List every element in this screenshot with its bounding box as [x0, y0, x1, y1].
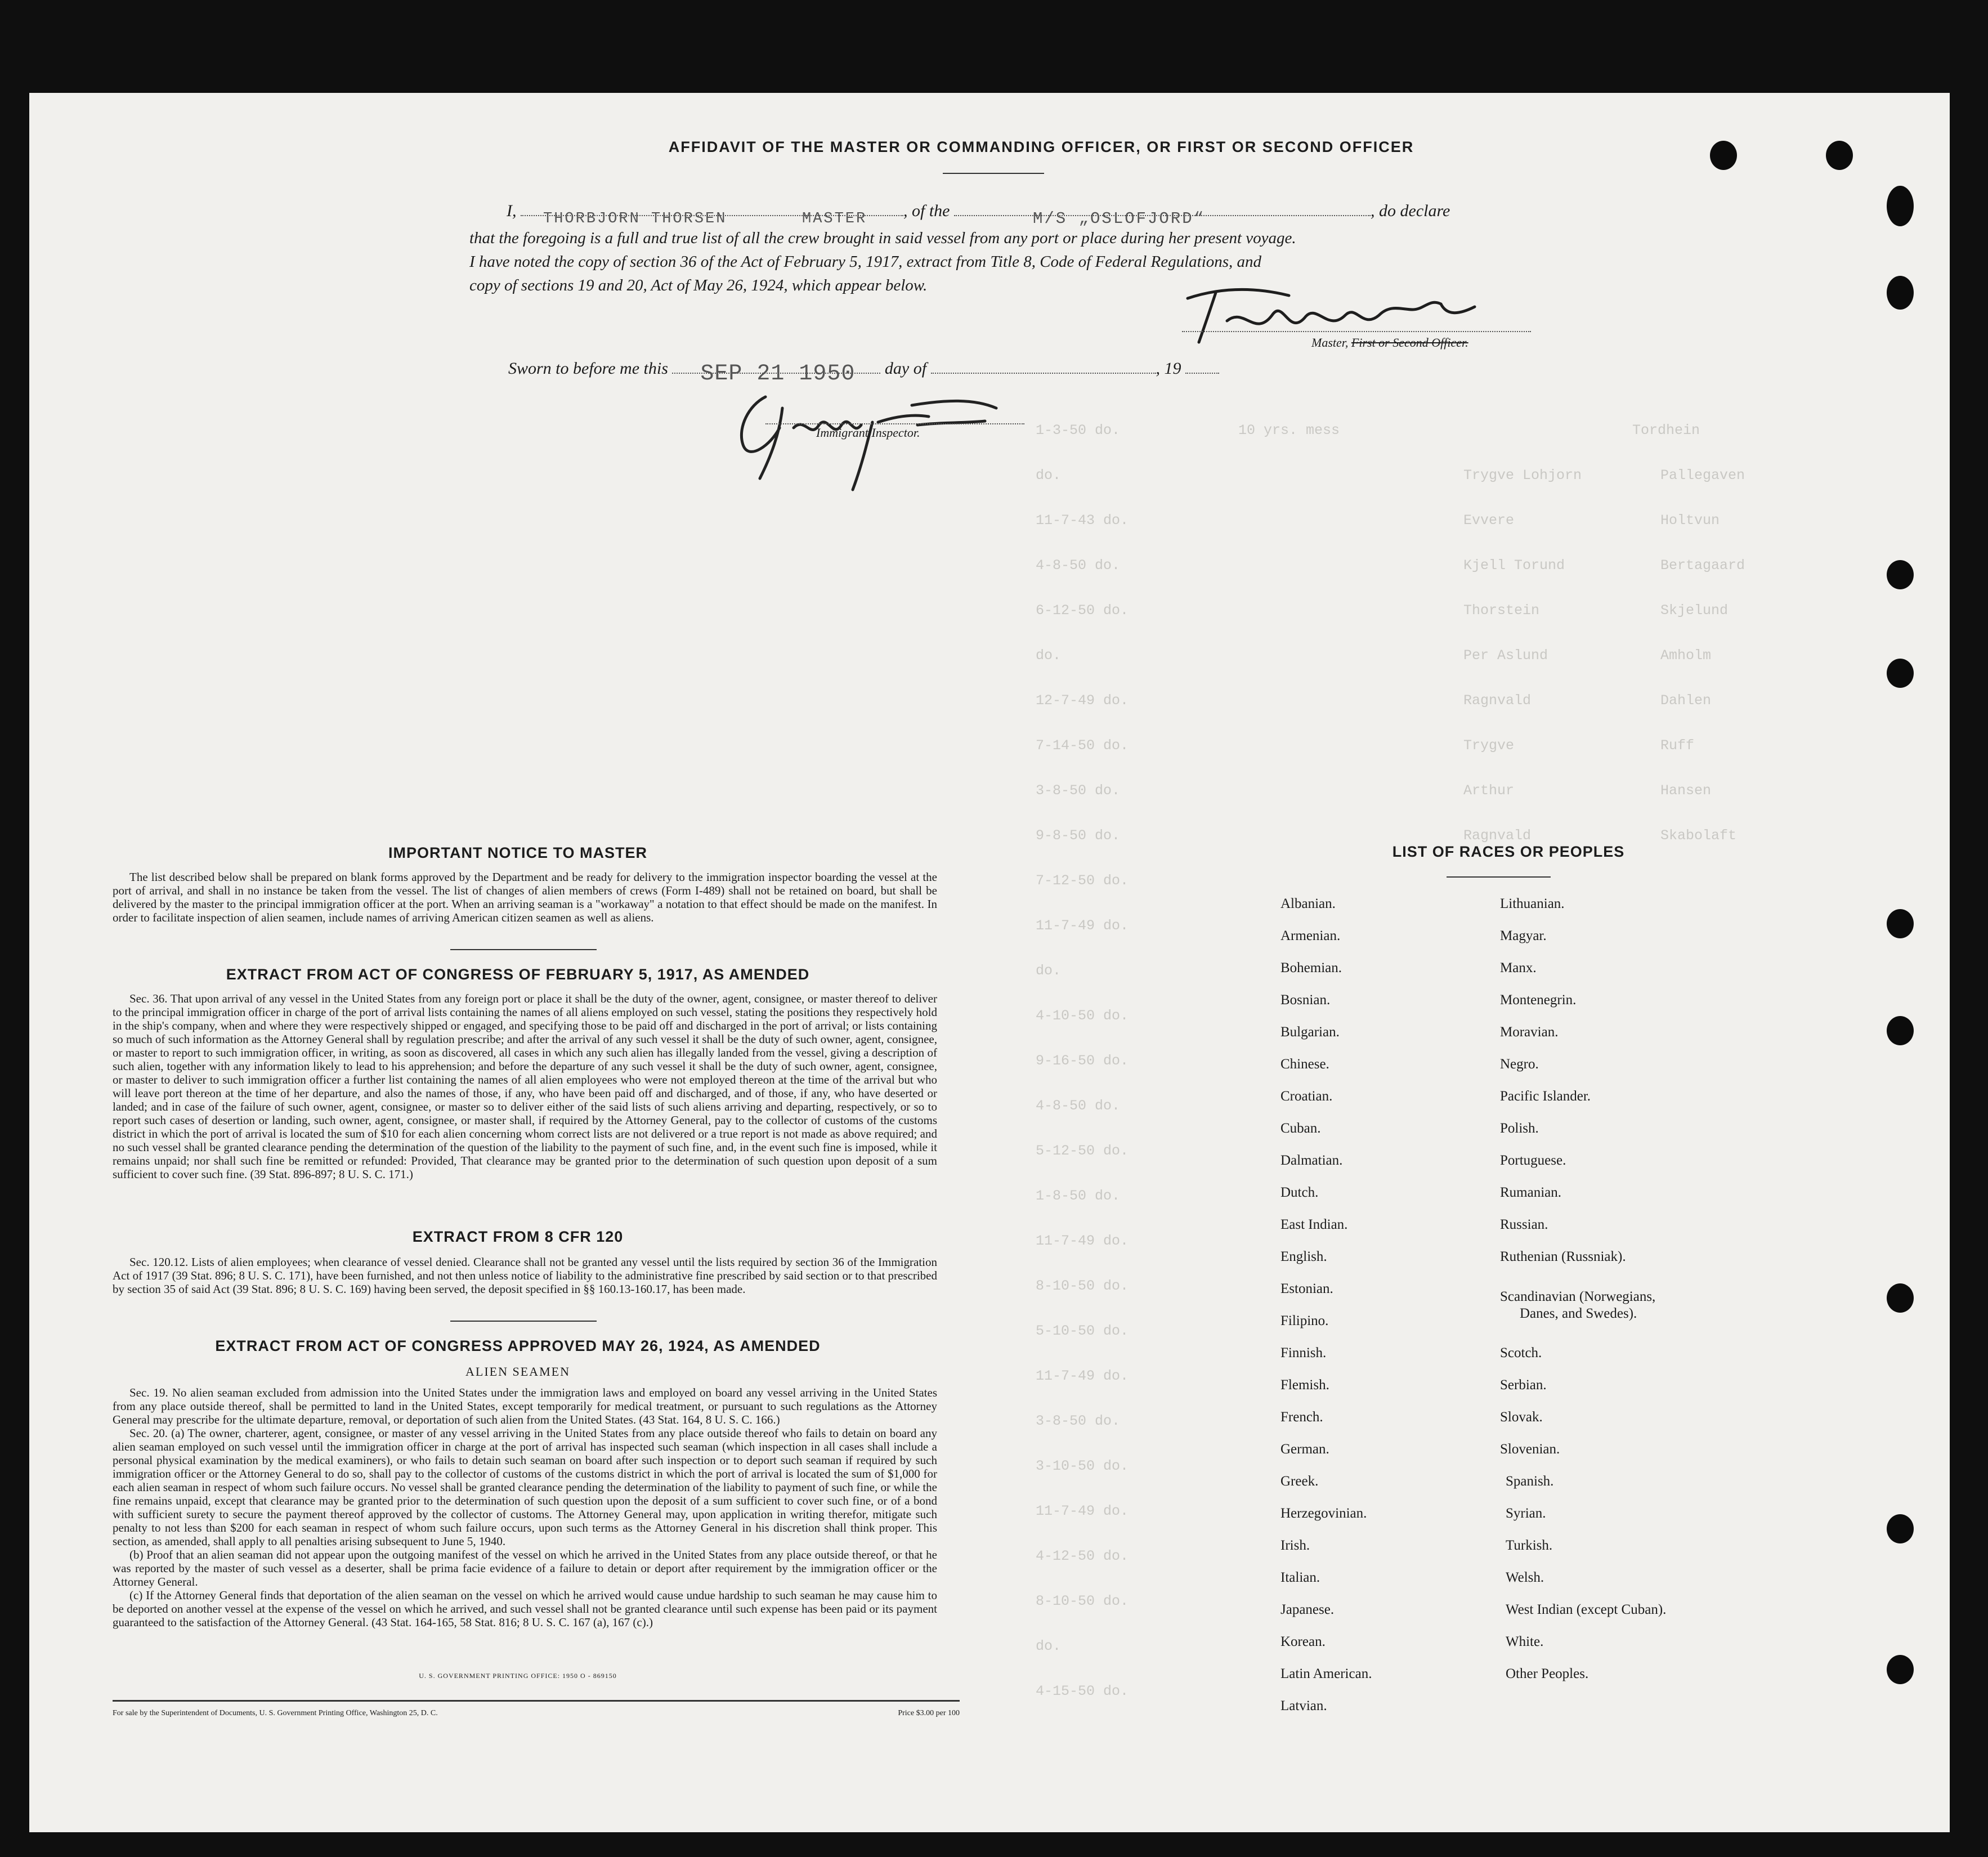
sec-19-text: Sec. 19. No alien seaman excluded from admission into the United States under the immigration laws and employed on board any vessel arriving in the United States from any place outside thereof, shall be permitted to land in the United States, except temporarily for medical treatment, or pursuant to such regulations as the Attorney General may prescribe for the ultimate departure, removal, or deportation of such alien from the United States. (43 Stat. 164, 8 U. S. C. 166.) [113, 1386, 937, 1426]
race-item: French. [1280, 1409, 1323, 1425]
extract-1917-title: EXTRACT FROM ACT OF CONGRESS OF FEBRUARY 5, 1917, AS AMENDED [226, 966, 810, 983]
race-item: Dutch. [1280, 1185, 1319, 1200]
race-item: Dalmatian. [1280, 1153, 1343, 1168]
race-item: Herzegovinian. [1280, 1506, 1367, 1521]
year-prefix: , 19 [1156, 359, 1181, 378]
race-item: West Indian (except Cuban). [1506, 1602, 1667, 1617]
punch-hole [1887, 276, 1914, 310]
races-title: LIST OF RACES OR PEOPLES [1392, 843, 1625, 860]
race-item: Chinese. [1280, 1057, 1329, 1072]
race-item: Finnish. [1280, 1345, 1327, 1361]
race-item: English. [1280, 1249, 1327, 1264]
punch-hole [1887, 659, 1914, 688]
sworn-date-field [672, 361, 880, 387]
extract-1924-title: EXTRACT FROM ACT OF CONGRESS APPROVED MAY 26, 1924, AS AMENDED [215, 1337, 821, 1354]
race-item: Bulgarian. [1280, 1024, 1340, 1040]
race-item: Syrian. [1506, 1506, 1546, 1521]
of-the-text: , of the [903, 202, 950, 220]
vessel-stamp: M/S „OSLOFJORD“ [1033, 209, 1206, 228]
race-item: Manx. [1500, 960, 1537, 976]
race-item: East Indian. [1280, 1217, 1348, 1232]
affidavit-title: AFFIDAVIT OF THE MASTER OR COMMANDING OFFICER, OR FIRST OR SECOND OFFICER [668, 138, 1414, 155]
punch-hole [1887, 186, 1914, 226]
inspector-label: Immigrant Inspector. [816, 426, 920, 440]
race-item: Lithuanian. [1500, 896, 1565, 911]
struck-officer-label: First or Second Officer. [1351, 335, 1468, 350]
do-declare-text: , do declare [1371, 202, 1450, 220]
notice-text: The list described below shall be prepared on blank forms approved by the Department and be ready for delivery to the immigration inspector boarding the vessel at the port of arrival, and shall in no instance be taken from the vessel. The list of changes of alien members of crews (Form I-489) shall not be retained on board, but shall be delivered by the master to the principal immigration officer at the port. When an arriving seaman is a "workaway" a notation to that effect should be made on the manifest. In order to facilitate inspection of alien seamen, include names of arriving American citizen seamen as well as aliens. [113, 870, 937, 924]
name-field [521, 211, 903, 227]
punch-hole [1887, 1655, 1914, 1684]
race-item: Filipino. [1280, 1313, 1329, 1328]
race-item: Negro. [1500, 1057, 1539, 1072]
race-item: Turkish. [1506, 1538, 1553, 1553]
punch-hole [1887, 1514, 1914, 1543]
i-word: I, [507, 202, 517, 220]
extract-1917-text: Sec. 36. That upon arrival of any vessel in the United States from any foreign port or place it shall be the duty of the owner, agent, consignee, or master thereof to deliver to the principal immigration officer in charge of the port of arrival lists containing the names of all aliens employed on such vessel, stating the positions they respectively hold in the ship's company, when and where they were respectively shipped or engaged, and specifying those to be paid off and discharged in the port of arrival; or lists containing so much of such information as the Attorney General shall by regulation prescribe; and after the arrival of any such vessel it shall be the duty of such owner, agent, consignee, or master to report to such immigration officer, in writing, as soon as discovered, all cases in which any such alien has illegally landed from the vessel, giving a description of such alien, together with any information likely to lead to his apprehension; and before the departure of any such vessel it shall be the duty of such owner, agent, consignee, or master to deliver to such immigration officer a further list containing the names of all alien employees who were not employed thereon at the time of the arrival but who will leave port thereon at the time of her departure, and also the names of those, if any, who have been paid off and discharged, and of those, if any, who have deserted or landed; and in case of the failure of such owner, agent, consignee, or master so to deliver either of the said lists of such aliens arriving and departing, respectively, or so to report such cases of desertion or landing, such owner, agent, consignee, or master shall, if required by the Attorney General, pay to the collector of customs of the customs district in which the port of arrival is located the sum of $10 for each alien concerning whom correct lists are not delivered or a true report is not made as above required; and no such vessel shall be granted clearance pending the determination of the question of the liability to the payment of such fine, and, in the event such fine is imposed, while it remains unpaid; nor shall such fine be remitted or refunded: Provided, That clearance may be granted prior to the determination of such question upon deposit of a sum sufficient to cover such fine. (39 Stat. 896-897; 8 U. S. C. 171.) [113, 992, 937, 1181]
race-item: Welsh. [1506, 1570, 1544, 1585]
sec-20a-text: Sec. 20. (a) The owner, charterer, agent, consignee, or master of any vessel arriving in the United States from any place outside thereof who fails to detain on board any alien seaman employed on such vessel until the immigration officer in charge at the port of arrival has inspected such seaman (which inspection in all cases shall include a personal physical examination by the medical examiners), or who fails to detain such seaman on board after such inspection or to deport such seaman if required by such immigration officer or the Attorney General to do so, shall pay to the collector of customs of the customs district in which the port of arrival is located the sum of $1,000 for each alien seaman in respect of whom such failure occurs. No vessel shall be granted clearance pending the determination of the liability to payment of such fine, or while the fine remains unpaid, except that clearance may be granted prior to the determination of such question upon the deposit of a sum sufficient to cover such fine, or of a bond with sufficient surety to secure the payment thereof approved by the collector of customs. The Attorney General may, upon application in writing therefor, mitigate such penalty to not less than $200 for each seaman in respect of whom such failure occurs, upon such terms as the Attorney General in his discretion shall think proper. This section, as amended, shall apply to all penalties arising subsequent to June 5, 1940. [113, 1426, 937, 1548]
section-divider [450, 949, 597, 950]
race-item: Spanish. [1506, 1474, 1554, 1489]
punch-hole [1887, 909, 1914, 938]
race-item: Portuguese. [1500, 1153, 1566, 1168]
race-item: Slovak. [1500, 1409, 1543, 1425]
alien-seamen-subtitle: ALIEN SEAMEN [465, 1364, 570, 1379]
race-item: Moravian. [1500, 1024, 1559, 1040]
race-item: Danes, and Swedes). [1520, 1306, 1637, 1321]
month-field [931, 373, 1156, 374]
race-item: Polish. [1500, 1121, 1539, 1136]
vessel-field [954, 209, 1371, 228]
punch-hole [1887, 1016, 1914, 1045]
printing-office-line: U. S. GOVERNMENT PRINTING OFFICE: 1950 O - 869150 [419, 1672, 617, 1680]
sworn-line [508, 359, 1296, 387]
name-stamp: THORBJORN THORSEN [543, 211, 727, 227]
race-item: Serbian. [1500, 1377, 1547, 1393]
day-of-text: day of [884, 359, 927, 378]
race-item: Bohemian. [1280, 960, 1342, 976]
race-item: Korean. [1280, 1634, 1326, 1649]
race-item: Estonian. [1280, 1281, 1333, 1296]
footer-left: For sale by the Superintendent of Documents, U. S. Government Printing Office, Washington 25, D. C. [113, 1709, 438, 1717]
inspector-line [765, 423, 1024, 424]
sec-20c-text: (c) If the Attorney General finds that deportation of the alien seaman on the vessel on which he arrived would cause undue hardship to such seaman he may cause him to be deported on another vessel at the expense of the vessel on which he arrived, and such vessel shall not be granted clearance until such expense has been paid or its payment guaranteed to the satisfaction of the Attorney General. (43 Stat. 164-165, 58 Stat. 816; 8 U. S. C. 167 (a), 167 (c).) [113, 1588, 937, 1629]
race-item: Latvian. [1280, 1698, 1327, 1713]
race-item: Scotch. [1500, 1345, 1542, 1361]
race-item: Magyar. [1500, 928, 1547, 943]
notice-title: IMPORTANT NOTICE TO MASTER [388, 844, 647, 861]
race-item: Irish. [1280, 1538, 1310, 1553]
cfr-title: EXTRACT FROM 8 CFR 120 [412, 1228, 624, 1245]
race-item: Russian. [1500, 1217, 1548, 1232]
title-divider [943, 173, 1044, 174]
punch-hole [1710, 141, 1737, 170]
sec-20b-text: (b) Proof that an alien seaman did not appear upon the outgoing manifest of the vessel on which he arrived in the United States from any place outside thereof, or that he was reported by the master of such vessel as a deserter, shall be prima facie evidence of a failure to detain or deport after requirement by the immigration officer or the Attorney General. [113, 1548, 937, 1588]
race-item: Cuban. [1280, 1121, 1321, 1136]
signature-line [1182, 331, 1531, 332]
section-divider [450, 1321, 597, 1322]
master-caption [1311, 335, 1468, 350]
race-item: Ruthenian (Russniak). [1500, 1249, 1626, 1264]
punch-hole [1887, 1283, 1914, 1313]
race-item: Flemish. [1280, 1377, 1329, 1393]
declaration-body-line: I have noted the copy of section 36 of the Act of February 5, 1917, extract from Title 8, Code of Federal Regulations, and [469, 253, 1262, 271]
year-field [1185, 373, 1219, 374]
declaration-body-line: copy of sections 19 and 20, Act of May 26, 1924, which appear below. [469, 276, 928, 294]
race-item: Rumanian. [1500, 1185, 1562, 1200]
extract-1924-text [113, 1386, 937, 1629]
race-item: Other Peoples. [1506, 1666, 1589, 1681]
declaration-line [507, 202, 1537, 228]
race-item: Scandinavian (Norwegians, [1500, 1289, 1656, 1304]
race-item: Albanian. [1280, 896, 1336, 911]
race-item: Bosnian. [1280, 992, 1331, 1008]
race-item: Montenegrin. [1500, 992, 1577, 1008]
race-item: German. [1280, 1442, 1329, 1457]
date-stamp: SEP 21 1950 [700, 361, 856, 387]
races-divider [1447, 876, 1551, 878]
race-item: Greek. [1280, 1474, 1319, 1489]
race-item: Italian. [1280, 1570, 1320, 1585]
master-label: Master, [1311, 335, 1349, 350]
race-item: Croatian. [1280, 1089, 1333, 1104]
footer-right: Price $3.00 per 100 [898, 1709, 960, 1717]
punch-hole [1826, 141, 1853, 170]
race-item: Japanese. [1280, 1602, 1335, 1617]
declaration-body-line: that the foregoing is a full and true list of all the crew brought in said vessel from any port or place during her present voyage. [469, 229, 1296, 247]
rank-stamp: MASTER [802, 211, 867, 227]
race-item: Armenian. [1280, 928, 1341, 943]
footer [113, 1709, 960, 1718]
race-item: Pacific Islander. [1500, 1089, 1591, 1104]
race-item: White. [1506, 1634, 1544, 1649]
race-item: Slovenian. [1500, 1442, 1560, 1457]
punch-hole [1887, 560, 1914, 589]
footer-rule [113, 1700, 960, 1702]
cfr-text: Sec. 120.12. Lists of alien employees; when clearance of vessel denied. Clearance shall not be granted any vessel until the lists required by section 36 of the Immigration Act of 1917 (39 Stat. 896; 8 U. S. C. 171), have been furnished, and not then unless notice of liability to the administrative fine prescribed by said section or to that prescribed by section 35 of said Act (39 Stat. 896; 8 U. S. C. 169) having been served, the deposit specified in §§ 160.13-160.17, has been made. [113, 1255, 938, 1296]
race-item: Latin American. [1280, 1666, 1372, 1681]
sworn-text: Sworn to before me this [508, 359, 668, 378]
